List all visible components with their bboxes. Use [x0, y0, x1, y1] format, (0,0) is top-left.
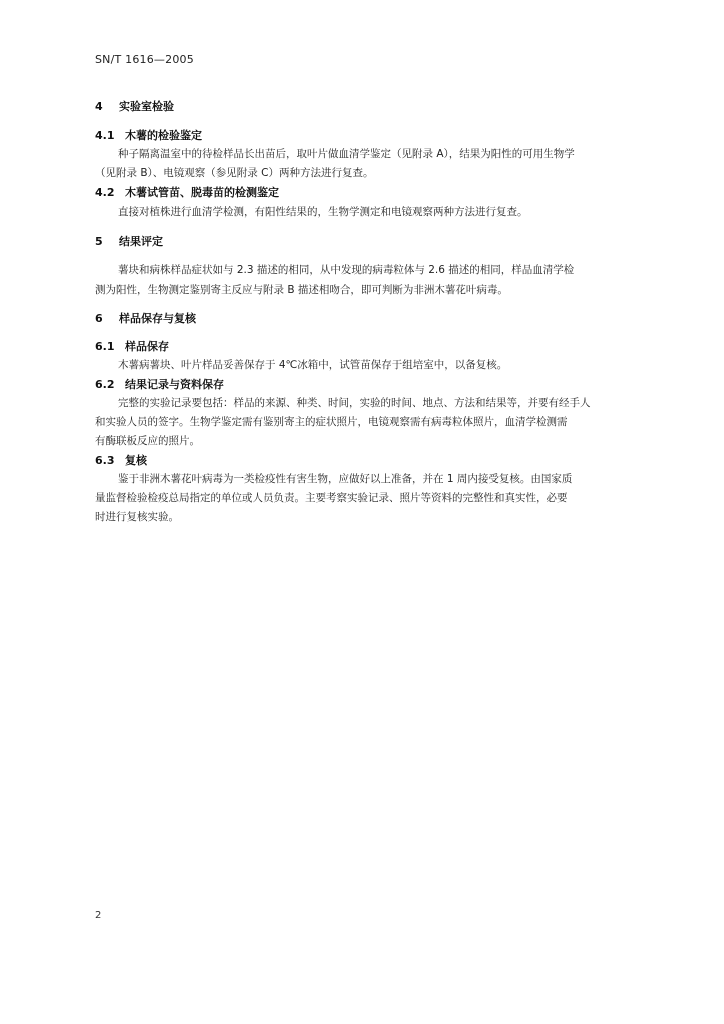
page-number: 2: [95, 910, 102, 921]
section-heading-6-3: [95, 452, 147, 468]
paragraph-line: 鉴于非洲木薯花叶病毒为一类检疫性有害生物，应做好以上准备，并在 1 周内接受复核。由国家质: [118, 473, 573, 485]
paragraph-line: 直接对植株进行血清学检测，有阳性结果的，生物学测定和电镜观察两种方法进行复查。: [118, 206, 528, 218]
section-heading-4: [95, 98, 174, 114]
section-title: 木薯的检验鉴定: [125, 129, 202, 142]
section-heading-4-1: [95, 127, 202, 143]
standard-code: SN/T 1616—2005: [95, 53, 194, 66]
paragraph-line: 和实验人员的签字。生物学鉴定需有鉴别寄主的症状照片，电镜观察需有病毒粒体照片，血清学检测需: [95, 416, 568, 428]
section-number: 6.1: [95, 340, 115, 353]
section-number: 4.2: [95, 186, 115, 199]
paragraph-line: 时进行复核实验。: [95, 511, 179, 523]
section-title: 样品保存与复核: [119, 312, 196, 325]
section-number: 5: [95, 235, 103, 248]
paragraph-line: 量监督检验检疫总局指定的单位或人员负责。主要考察实验记录、照片等资料的完整性和真实性，必要: [95, 492, 568, 504]
paragraph-line: 种子隔离温室中的待检样品长出苗后，取叶片做血清学鉴定（见附录 A），结果为阳性的可用生物学: [118, 148, 575, 160]
section-title: 实验室检验: [119, 100, 174, 113]
section-number: 6.2: [95, 378, 115, 391]
section-heading-4-2: [95, 184, 279, 200]
paragraph-line: 完整的实验记录要包括：样品的来源、种类、时间，实验的时间、地点、方法和结果等，并要有经手人: [118, 397, 591, 409]
section-number: 4.1: [95, 129, 115, 142]
section-heading-6-2: [95, 376, 224, 392]
section-title: 复核: [125, 454, 147, 467]
section-title: 结果记录与资料保存: [125, 378, 224, 391]
section-title: 样品保存: [125, 340, 169, 353]
section-heading-5: [95, 233, 163, 249]
section-title: 结果评定: [119, 235, 163, 248]
section-number: 4: [95, 100, 103, 113]
section-heading-6: [95, 310, 196, 326]
paragraph-line: 薯块和病株样品症状如与 2.3 描述的相同，从中发现的病毒粒体与 2.6 描述的相同，样品血清学检: [118, 264, 575, 276]
paragraph-line: 测为阳性，生物测定鉴别寄主反应与附录 B 描述相吻合，即可判断为非洲木薯花叶病毒。: [95, 284, 508, 296]
section-heading-6-1: [95, 338, 169, 354]
paragraph-line: 有酶联板反应的照片。: [95, 435, 200, 447]
paragraph-line: （见附录 B）、电镜观察（参见附录 C）两种方法进行复查。: [95, 167, 374, 179]
section-title: 木薯试管苗、脱毒苗的检测鉴定: [125, 186, 279, 199]
section-number: 6: [95, 312, 103, 325]
section-number: 6.3: [95, 454, 115, 467]
paragraph-line: 木薯病薯块、叶片样品妥善保存于 4℃冰箱中，试管苗保存于组培室中，以备复核。: [118, 359, 508, 371]
